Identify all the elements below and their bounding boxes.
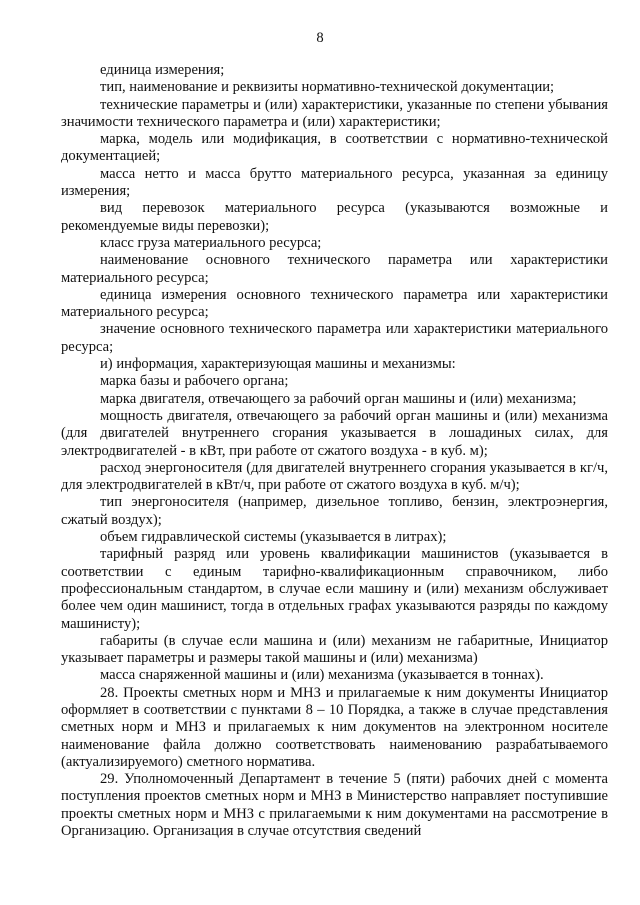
paragraph: мощность двигателя, отвечающего за рабочий орган машины и (или) механизма (для двигателей внутреннего сгорания указывается в лошадиных силах, для электродвигателей - в кВт, при работе от сжатого воздуха - в куб. м);: [61, 407, 608, 459]
paragraph: объем гидравлической системы (указывается в литрах);: [100, 529, 447, 546]
paragraph: вид перевозок материального ресурса (указываются возможные и рекомендуемые виды перевозки);: [61, 200, 608, 234]
paragraph: марка, модель или модификация, в соответствии с нормативно-технической документацией;: [61, 131, 608, 165]
paragraph: единица измерения основного технического параметра или характеристики материального ресурса;: [61, 286, 608, 321]
paragraph: значение основного технического параметра или характеристики материального ресурса;: [61, 321, 608, 355]
paragraph: тип энергоносителя (например, дизельное топливо, бензин, электроэнергия, сжатый воздух);: [61, 494, 608, 528]
page-number: 8: [316, 30, 324, 46]
paragraph: тип, наименование и реквизиты нормативно-технической документации;: [100, 79, 555, 96]
paragraph: масса нетто и масса брутто материального ресурса, указанная за единицу измерения;: [61, 165, 608, 200]
paragraph: тарифный разряд или уровень квалификации машинистов (указывается в соответствии с единым тарифно-квалификационным справочником, либо профессиональным стандартом, в случае если машину и (или) механизм обслуживает более чем один машинист, тогда в отдельных графах указываются разряды по каждому машинисту);: [61, 546, 608, 632]
paragraph: и) информация, характеризующая машины и механизмы:: [100, 356, 456, 373]
paragraph: наименование основного технического параметра или характеристики материального ресурса;: [61, 252, 608, 286]
paragraph: марка двигателя, отвечающего за рабочий орган машины и (или) механизма;: [100, 390, 577, 407]
paragraph: масса снаряженной машины и (или) механизма (указывается в тоннах).: [100, 667, 544, 684]
paragraph: 28. Проекты сметных норм и МНЗ и прилагаемые к ним документы Инициатор оформляет в соответствии с пунктами 8 – 10 Порядка, а также в случае представления сметных норм и МНЗ и прилагаемых к ним документов на электронном носителе наименование файла должно соответствовать наименованию разрабатываемого (актуализируемого) сметного норматива.: [61, 684, 608, 770]
paragraph: единица измерения;: [100, 62, 225, 78]
body-text: [61, 62, 608, 840]
paragraph: габариты (в случае если машина и (или) механизм не габаритные, Инициатор указывает параметры и размеры такой машины и (или) механизма): [61, 632, 608, 667]
paragraph: расход энергоносителя (для двигателей внутреннего сгорания указывается в кг/ч, для электродвигателей в кВт/ч, при работе от сжатого воздуха в куб. м/ч);: [61, 459, 608, 494]
paragraph: технические параметры и (или) характеристики, указанные по степени убывания значимости технического параметра и (или) характеристики;: [61, 96, 608, 130]
paragraph: 29. Уполномоченный Департамент в течение 5 (пяти) рабочих дней с момента поступления проектов сметных норм и МНЗ в Министерство направляет поступившие проекты сметных норм и МНЗ с прилагаемыми к ним документами на рассмотрение в Организацию. Организация в случае отсутствия сведений: [61, 771, 608, 840]
paragraph: марка базы и рабочего органа;: [100, 373, 289, 390]
paragraph: класс груза материального ресурса;: [100, 234, 322, 251]
